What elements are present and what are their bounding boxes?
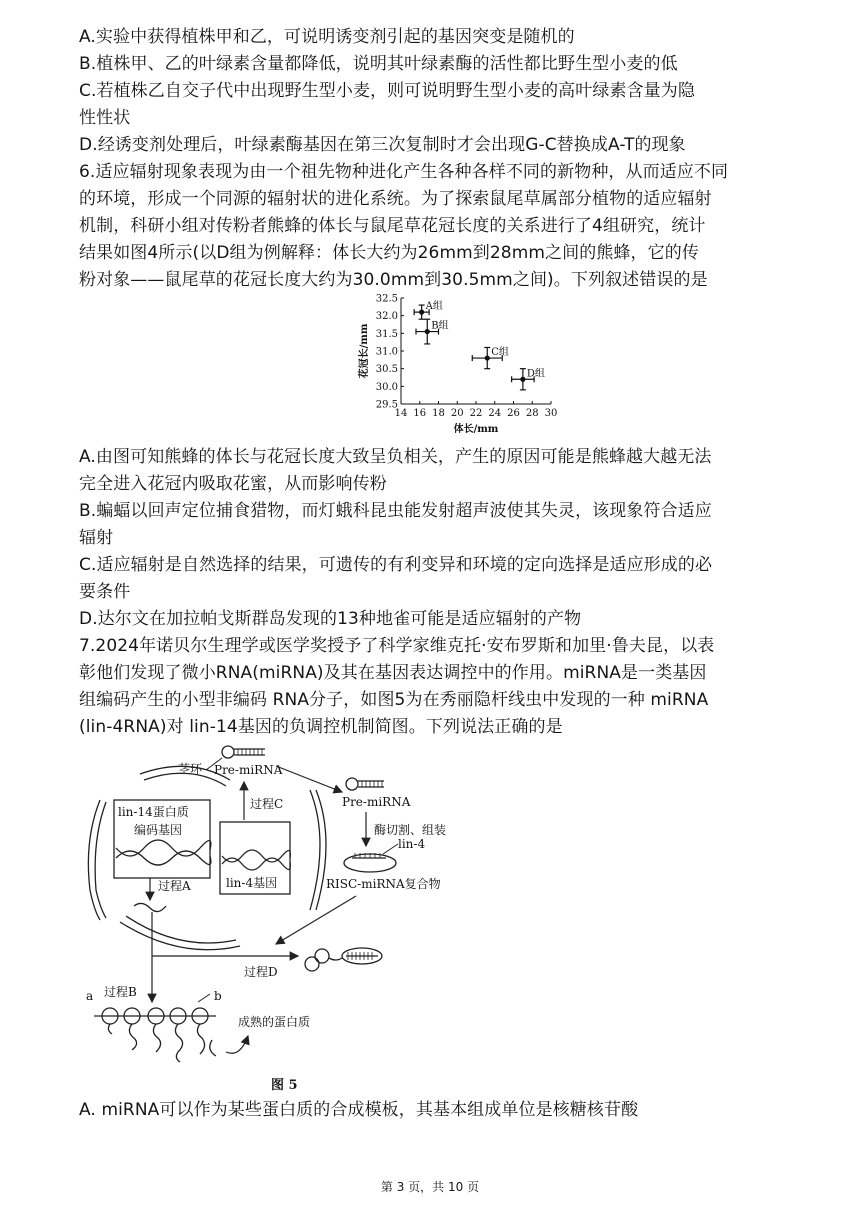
pre-mirna-hairpin-top [222,746,265,758]
y-tick-label: 32.5 [375,293,398,305]
lin14-label-2: 编码基因 [134,823,183,837]
stem-loop-label: 茎环 [178,762,203,776]
figure-5-diagram [80,740,500,1070]
x-tick-label: 14 [394,408,408,419]
question-7-line-4: (lin-4RNA)对 lin-14基因的负调控机制简图。下列说法正确的是 [79,717,563,737]
option-b-q6: B.蝙蝠以回声定位捕食猎物，而灯蛾科昆虫能发射超声波使其失灵，该现象符合适应 [79,501,712,521]
label-a: a [86,989,94,1003]
x-tick-label: 18 [432,408,445,419]
process-d-label: 过程D [244,965,278,979]
question-7-line-2: 彰他们发现了微小RNA(miRNA)及其在基因表达调控中的作用。miRNA是一类基因 [79,663,707,683]
y-tick-label: 29.5 [375,399,398,411]
lin4-label: lin-4 [398,837,426,851]
option-c-q6-cont: 要条件 [79,582,131,602]
lin4-gene-label: lin-4基因 [226,876,278,890]
data-point [419,310,424,315]
question-6-line-2: 的环境，形成一个同源的辐射状的进化系统。为了探索鼠尾草属部分植物的适应辐射 [79,189,712,209]
question-7-line-3: 组编码产生的小型非编码 RNA分子，如图5为在秀丽隐杆线虫中发现的一种 miRNA [79,690,709,710]
pre-mirna-label-right: Pre-miRNA [342,795,411,809]
label-b: b [214,989,222,1003]
x-tick-label: 30 [544,408,558,419]
process-b-label: 过程B [104,985,137,999]
x-axis-label: 体长/mm [453,424,499,435]
risc-complex [344,853,396,872]
risc-label: RISC-miRNA复合物 [326,877,441,891]
option-c-q6: C.适应辐射是自然选择的结果，可遗传的有利变异和环境的定向选择是适应形成的必 [79,555,713,575]
process-c-label: 过程C [250,797,284,811]
y-tick-label: 31.5 [375,328,398,340]
option-d-q6: D.达尔文在加拉帕戈斯群岛发现的13种地雀可能是适应辐射的产物 [79,609,582,629]
point-label: D组 [526,368,545,380]
arrow-to-pre-mirna [276,766,342,792]
option-a-q6: A.由图可知熊蜂的体长与花冠长度大致呈负相关，产生的原因可能是熊蜂越大越无法 [79,447,712,467]
point-label: C组 [491,347,509,359]
point-label: A组 [425,301,443,313]
question-6-line-4: 结果如图4所示(以D组为例解释：体长大约为26mm到28mm之间的熊蜂，它的传 [79,243,699,263]
page-footer: 第 3 页，共 10 页 [380,1180,480,1194]
lin14-label-1: lin-14蛋白质 [118,805,189,819]
option-a-q7: A. miRNA可以作为某些蛋白质的合成模板，其基本组成单位是核糖核苷酸 [79,1100,639,1120]
data-point [520,377,525,382]
process-d-complex [305,948,382,971]
option-a-q6-cont: 完全进入花冠内吸取花蜜，从而影响传粉 [79,474,387,494]
y-tick-label: 31.0 [375,346,398,358]
y-axis-label: 花冠长/mm [359,323,370,379]
y-tick-label: 30.0 [375,381,398,393]
option-c-q5-cont: 性性状 [79,108,131,128]
mrna-wave [134,903,166,911]
question-7-line-1: 7.2024年诺贝尔生理学或医学奖授予了科学家维克托·安布罗斯和加里·鲁夫昆，以表 [79,636,715,656]
option-c-q5: C.若植株乙自交子代中出现野生型小麦，则可说明野生型小麦的高叶绿素含量为隐 [79,81,695,101]
enzyme-label: 酶切割、组装 [374,823,447,837]
x-tick-label: 28 [525,408,539,419]
lin4-pointer [383,844,398,854]
data-point [425,329,430,334]
arrow-risc-to-mrna [276,896,356,944]
option-a-q5: A.实验中获得植株甲和乙，可说明诱变剂引起的基因突变是随机的 [79,27,575,47]
question-6-line-1: 6.适应辐射现象表现为由一个祖先物种进化产生各种各样不同的新物种，从而适应不同 [79,162,729,182]
y-tick-label: 30.5 [375,364,398,376]
arrow-mature [226,1036,248,1053]
x-tick-label: 24 [488,408,502,419]
option-d-q5: D.经诱变剂处理后，叶绿素酶基因在第三次复制时才会出现G-C替换成A-T的现象 [79,135,686,155]
pre-mirna-label-top: Pre-miRNA [214,763,283,777]
process-a-label: 过程A [158,879,191,893]
polysome [94,994,216,1062]
figure-5-caption: 图 5 [271,1078,298,1093]
point-label: B组 [431,320,449,332]
option-b-q6-cont: 辐射 [79,528,114,548]
data-point [485,355,490,360]
x-tick-label: 22 [469,408,483,419]
y-tick-label: 32.0 [375,311,398,323]
question-6-line-5: 粉对象——鼠尾草的花冠长度大约为30.0mm到30.5mm之间)。下列叙述错误的是 [79,270,708,290]
question-6-line-3: 机制，科研小组对传粉者熊蜂的体长与鼠尾草花冠长度的关系进行了4组研究，统计 [79,216,706,236]
figure-4-chart [355,290,570,440]
x-tick-label: 16 [413,408,427,419]
x-tick-label: 20 [450,408,464,419]
x-tick-label: 26 [507,408,520,419]
option-b-q5: B.植株甲、乙的叶绿素含量都降低，说明其叶绿素酶的活性都比野生型小麦的低 [79,54,678,74]
mature-protein-label: 成熟的蛋白质 [238,1015,311,1029]
pre-mirna-hairpin-right [346,778,384,790]
